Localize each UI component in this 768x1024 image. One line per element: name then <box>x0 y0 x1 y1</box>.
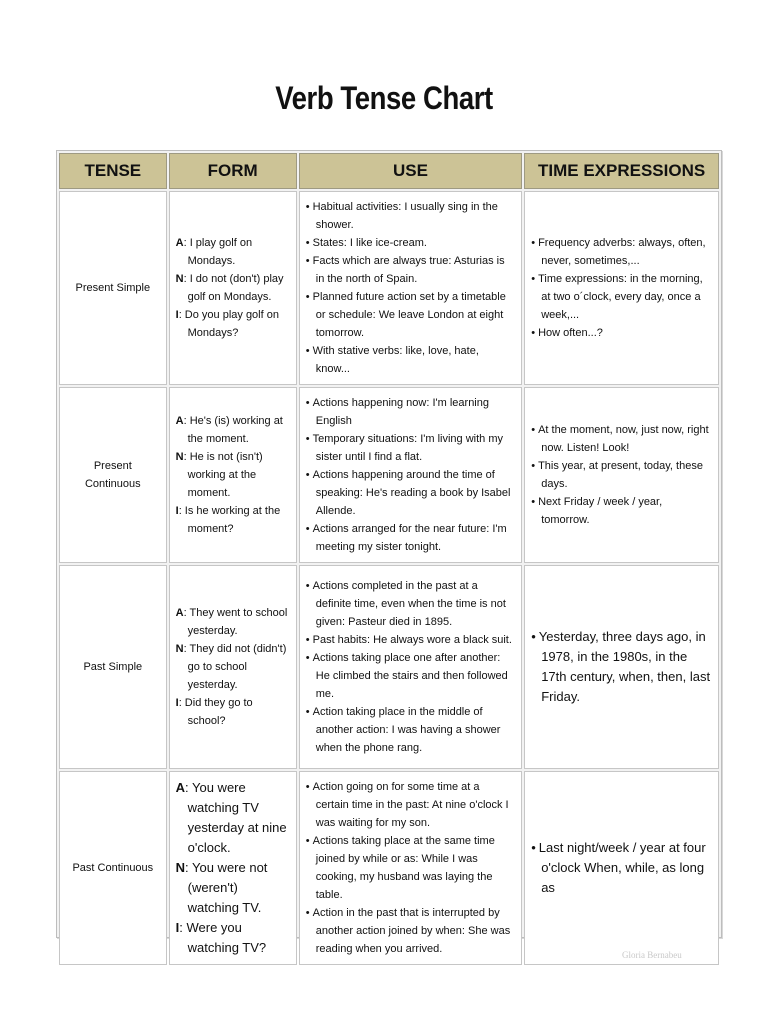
use-item: • Actions completed in the past at a definite time, even when the time is not given: Pasteur died in 1895. <box>306 577 515 631</box>
interrogative-form: I: Is he working at the moment? <box>175 505 281 535</box>
use-item: • Facts which are always true: Asturias is in the north of Spain. <box>306 252 515 288</box>
negative-form: N: He is not (isn't) working at the moment. <box>175 451 263 499</box>
use-item: • Past habits: He always wore a black suit. <box>306 631 515 649</box>
use-item: • Planned future action set by a timetable or schedule: We leave London at eight tomorrow. <box>306 288 515 342</box>
table-row <box>59 771 719 965</box>
header-use: USE <box>299 153 522 189</box>
use-cell <box>299 565 522 769</box>
use-item: • Actions happening now: I'm learning English <box>306 394 515 430</box>
use-item: • Action taking place in the middle of another action: I was having a shower when the phone rang. <box>306 703 515 757</box>
use-item: • Temporary situations: I'm living with my sister until I find a flat. <box>306 430 515 466</box>
time-item: • How often...? <box>531 324 712 342</box>
form-cell <box>169 387 297 563</box>
affirmative-form: A: I play golf on Mondays. <box>175 237 253 267</box>
header-tense: TENSE <box>59 153 167 189</box>
time-expressions-cell <box>524 771 719 965</box>
table-row <box>59 387 719 563</box>
tense-table <box>57 151 721 967</box>
time-item: • This year, at present, today, these days. <box>531 457 712 493</box>
time-expressions-cell <box>524 387 719 563</box>
form-cell <box>169 771 297 965</box>
time-item: • Last night/week / year at four o'clock When, while, as long as <box>531 838 712 898</box>
time-expressions-cell <box>524 565 719 769</box>
use-item: • Actions taking place one after another: He climbed the stairs and then followed me. <box>306 649 515 703</box>
interrogative-form: I: Did they go to school? <box>175 697 253 727</box>
use-cell <box>299 191 522 385</box>
author-credit: Gloria Bernabeu <box>622 950 682 960</box>
tense-name-cell: Present Simple <box>59 191 167 385</box>
header-row <box>59 153 719 189</box>
table-row <box>59 565 719 769</box>
interrogative-form: I: Were you watching TV? <box>175 920 267 955</box>
form-cell <box>169 191 297 385</box>
header-form: FORM <box>169 153 297 189</box>
time-expressions-cell <box>524 191 719 385</box>
negative-form: N: You were not (weren't) watching TV. <box>175 860 268 915</box>
use-item: • Action in the past that is interrupted by another action joined by when: She was reading when you arrived. <box>306 904 515 958</box>
use-cell <box>299 771 522 965</box>
use-item: • Action going on for some time at a certain time in the past: At nine o'clock I was waiting for my son. <box>306 778 515 832</box>
time-item: • Frequency adverbs: always, often, never, sometimes,... <box>531 234 712 270</box>
negative-form: N: They did not (didn't) go to school yesterday. <box>175 643 287 691</box>
affirmative-form: A: You were watching TV yesterday at nine o'clock. <box>175 780 287 855</box>
time-item: • Time expressions: in the morning, at two o´clock, every day, once a week,... <box>531 270 712 324</box>
affirmative-form: A: He's (is) working at the moment. <box>175 415 283 445</box>
use-item: • Habitual activities: I usually sing in the shower. <box>306 198 515 234</box>
time-item: • Yesterday, three days ago, in 1978, in the 1980s, in the 17th century, when, then, last Friday. <box>531 627 712 707</box>
page-title: Verb Tense Chart <box>275 80 493 116</box>
negative-form: N: I do not (don't) play golf on Mondays. <box>175 273 284 303</box>
use-item: • States: I like ice-cream. <box>306 234 515 252</box>
time-item: • At the moment, now, just now, right now. Listen! Look! <box>531 421 712 457</box>
use-item: • Actions happening around the time of speaking: He's reading a book by Isabel Allende. <box>306 466 515 520</box>
use-cell <box>299 387 522 563</box>
table-row <box>59 191 719 385</box>
time-item: • Next Friday / week / year, tomorrow. <box>531 493 712 529</box>
form-cell <box>169 565 297 769</box>
affirmative-form: A: They went to school yesterday. <box>175 607 288 637</box>
tense-name-cell: Past Continuous <box>59 771 167 965</box>
tense-name-cell: Past Simple <box>59 565 167 769</box>
use-item: • With stative verbs: like, love, hate, know... <box>306 342 515 378</box>
header-time-expressions: TIME EXPRESSIONS <box>524 153 719 189</box>
tense-name-cell: Present Continuous <box>59 387 167 563</box>
use-item: • Actions arranged for the near future: I'm meeting my sister tonight. <box>306 520 515 556</box>
use-item: • Actions taking place at the same time joined by while or as: While I was cooking, my husband was laying the table. <box>306 832 515 904</box>
interrogative-form: I: Do you play golf on Mondays? <box>175 309 279 339</box>
